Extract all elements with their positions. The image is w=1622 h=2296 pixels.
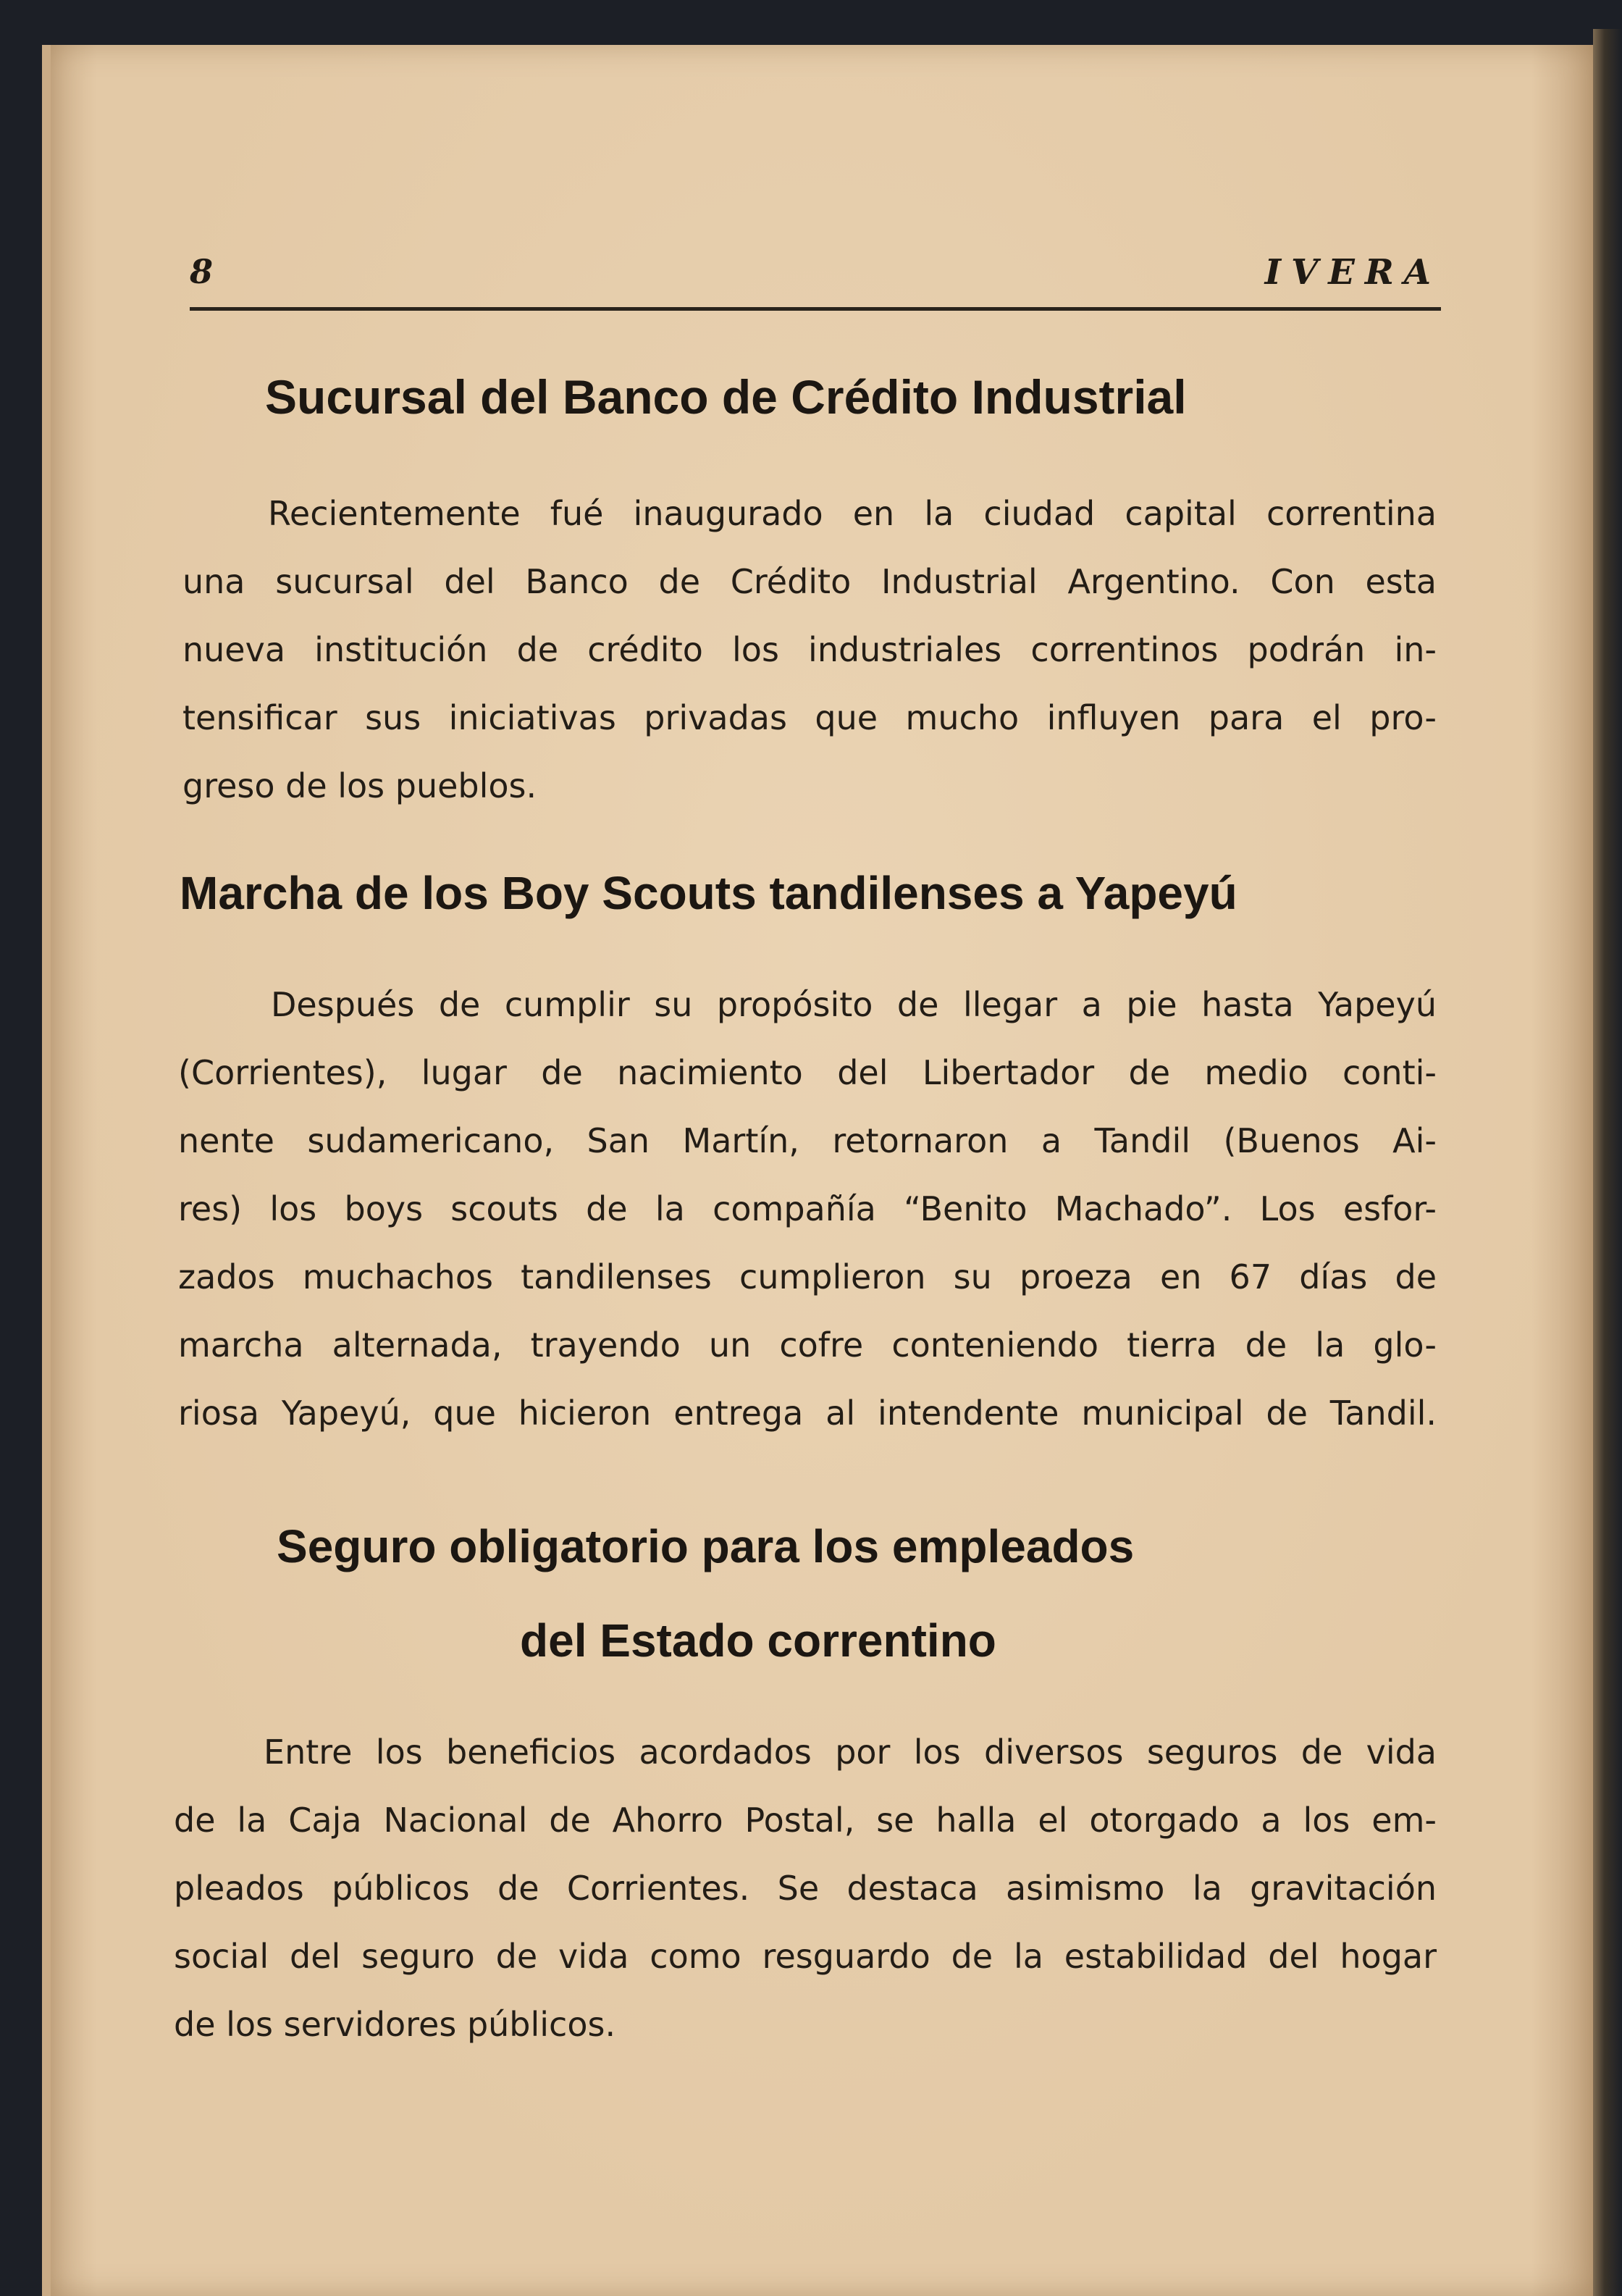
paragraph-line: de la Caja Nacional de Ahorro Postal, se halla el otorgado a los em- (174, 1801, 1437, 1840)
article-title-scouts: Marcha de los Boy Scouts tandilenses a Yapeyú (180, 867, 1237, 919)
running-title: IVERA (1264, 252, 1441, 293)
article-title-seguro-line2: del Estado correntino (520, 1614, 996, 1667)
paragraph-line: una sucursal del Banco de Crédito Industrial Argentino. Con esta (182, 562, 1437, 601)
paragraph-line: greso de los pueblos. (182, 766, 537, 805)
article-body-seguro (174, 1718, 1437, 2058)
paragraph-line: de los servidores públicos. (174, 2005, 616, 2044)
paragraph-line: nueva institución de crédito los industriales correntinos podrán in- (182, 630, 1437, 669)
paragraph-line: res) los boys scouts de la compañía “Benito Machado”. Los esfor- (178, 1189, 1437, 1228)
paragraph-line: (Corrientes), lugar de nacimiento del Libertador de medio conti- (178, 1053, 1437, 1092)
header-rule (190, 307, 1441, 311)
paragraph-line: riosa Yapeyú, que hicieron entrega al intendente municipal de Tandil. (178, 1394, 1437, 1433)
paragraph-line: pleados públicos de Corrientes. Se destaca asimismo la gravitación (174, 1869, 1437, 1908)
paragraph-line: nente sudamericano, San Martín, retornaron a Tandil (Buenos Ai- (178, 1121, 1437, 1160)
paragraph-line: social del seguro de vida como resguardo de la estabilidad del hogar (174, 1937, 1437, 1976)
paragraph-line: Entre los beneficios acordados por los diversos seguros de vida (264, 1733, 1437, 1772)
paragraph-line: zados muchachos tandilenses cumplieron su proeza en 67 días de (178, 1257, 1437, 1296)
paragraph-line: Después de cumplir su propósito de llegar a pie hasta Yapeyú (271, 985, 1437, 1024)
article-title-banco: Sucursal del Banco de Crédito Industrial (265, 370, 1187, 424)
article-body-banco (182, 479, 1437, 820)
paragraph-line: Recientemente fué inaugurado en la ciudad capital correntina (268, 494, 1437, 533)
article-body-scouts (178, 971, 1437, 1447)
page-right-edge (1593, 29, 1622, 2296)
paragraph-line: marcha alternada, trayendo un cofre conteniendo tierra de la glo- (178, 1325, 1437, 1365)
paragraph-line: tensificar sus iniciativas privadas que mucho influyen para el pro- (182, 698, 1437, 737)
article-title-seguro-line1: Seguro obligatorio para los empleados (277, 1520, 1135, 1572)
page-number: 8 (190, 252, 214, 291)
